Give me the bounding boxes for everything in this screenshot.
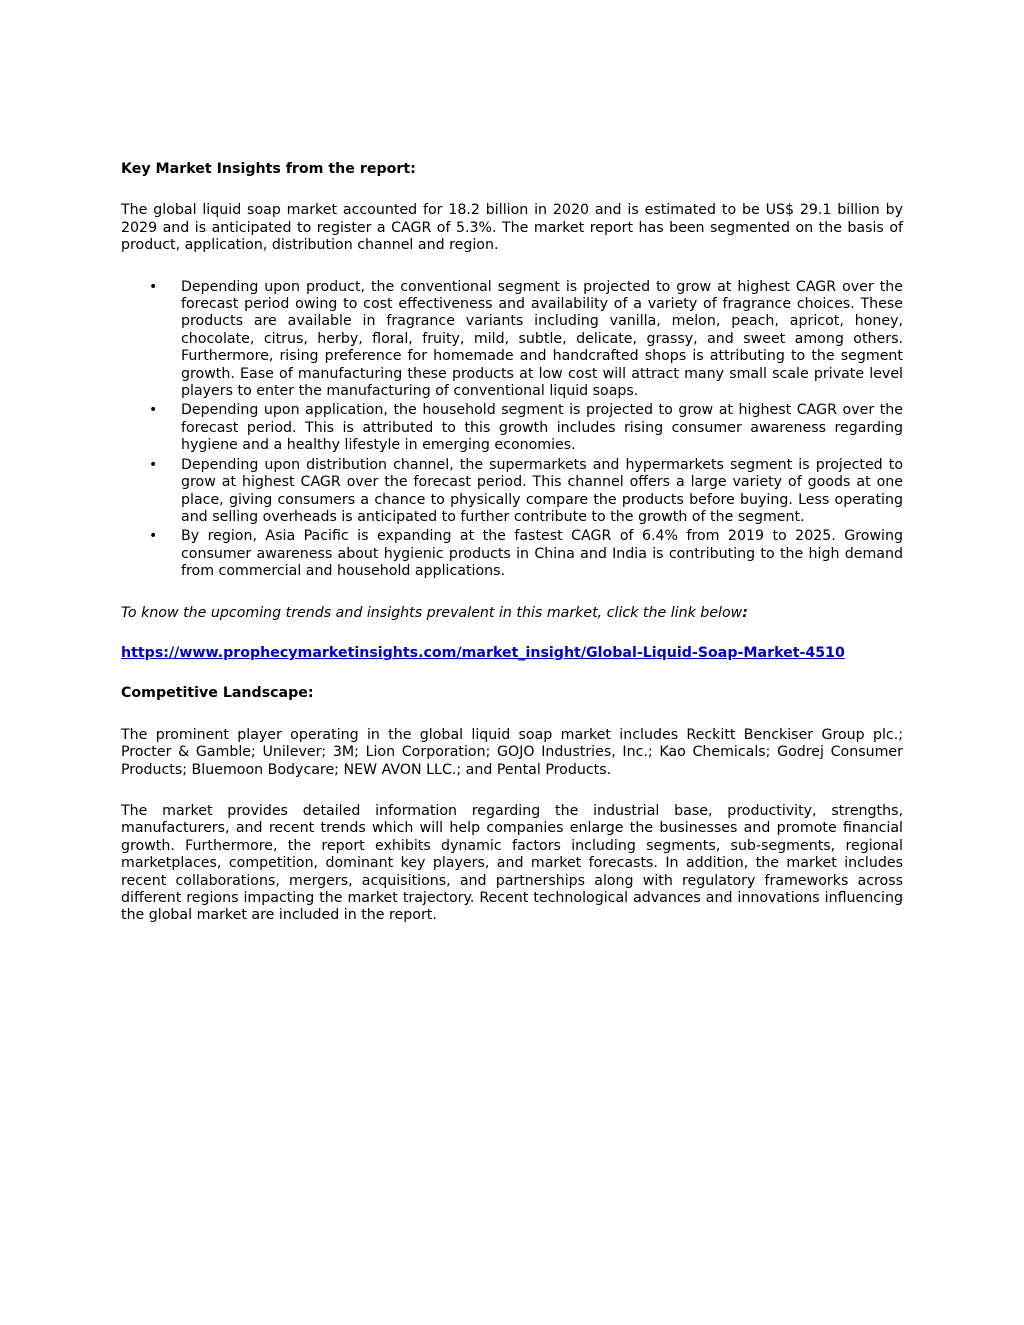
competitive-players-paragraph: The prominent player operating in the global liquid soap market includes Reckitt Benckiser Group plc.; Procter & Gamble; Unilever; 3M; Lion Corporation; GOJO Industries, Inc.; Kao Chemicals; Godrej Consumer Products; Bluemoon Bodycare; NEW AVON LLC.; and Pental Products. — [121, 726, 903, 778]
market-overview-paragraph: The market provides detailed information regarding the industrial base, productivity, strengths, manufacturers, and recent trends which will help companies enlarge the businesses and promote financial growth. Furthermore, the report exhibits dynamic factors including segments, sub-segments, regional marketplaces, competition, dominant key players, and market forecasts. In addition, the market includes recent collaborations, mergers, acquisitions, and partnerships along with regulatory frameworks across different regions impacting the market trajectory. Recent technological advances and innovations influencing the global market are included in the report. — [121, 802, 903, 924]
market-report-link[interactable]: https://www.prophecymarketinsights.com/market_insight/Global-Liquid-Soap-Market-4510 — [121, 644, 845, 661]
cta-colon: : — [742, 604, 748, 621]
bullet-icon: • — [149, 528, 158, 545]
competitive-landscape-heading: Competitive Landscape: — [121, 685, 314, 702]
bullet-icon: • — [149, 402, 158, 419]
list-item — [121, 402, 903, 454]
cta-text: To know the upcoming trends and insights prevalent in this market, click the link below — [121, 604, 743, 621]
bullet-text-region: By region, Asia Pacific is expanding at the fastest CAGR of 6.4% from 2019 to 2025. Growing consumer awareness about hygienic products in China and India is contributing to the high demand from commercial and household applications. — [181, 528, 903, 580]
cta-line — [121, 605, 903, 622]
list-item — [121, 528, 903, 580]
bullet-icon: • — [149, 456, 158, 473]
link-row — [121, 645, 903, 662]
list-item — [121, 457, 903, 527]
key-insights-heading: Key Market Insights from the report: — [121, 161, 416, 177]
document-page — [121, 161, 903, 925]
bullet-text-application: Depending upon application, the household segment is projected to grow at highest CAGR over the forecast period. This is attributed to this growth includes rising consumer awareness regarding hygiene and a healthy lifestyle in emerging economies. — [181, 402, 903, 454]
list-item — [121, 279, 903, 401]
bullet-text-distribution: Depending upon distribution channel, the supermarkets and hypermarkets segment is projected to grow at highest CAGR over the forecast period. This channel offers a large variety of goods at one place, giving consumers a chance to physically compare the products before buying. Less operating and selling overheads is anticipated to further contribute to the growth of the segment. — [181, 456, 903, 525]
key-insights-list — [121, 279, 903, 581]
bullet-text-product: Depending upon product, the conventional segment is projected to grow at highest CAGR over the forecast period owing to cost effectiveness and availability of a variety of fragrance choices. These products are available in fragrance variants including vanilla, melon, peach, apricot, honey, chocolate, citrus, herby, floral, fruity, mild, subtle, delicate, grassy, and sweet among others. Furthermore, rising preference for homemade and handcrafted shops is attributing to the segment growth. Ease of manufacturing these products at low cost will attract many small scale private level players to enter the manufacturing of conventional liquid soaps. — [181, 278, 903, 400]
key-insights-intro: The global liquid soap market accounted for 18.2 billion in 2020 and is estimated to be US$ 29.1 billion by 2029 and is anticipated to register a CAGR of 5.3%. The market report has been segmented on the basis of product, application, distribution channel and region. — [121, 202, 903, 254]
bullet-icon: • — [149, 278, 158, 295]
